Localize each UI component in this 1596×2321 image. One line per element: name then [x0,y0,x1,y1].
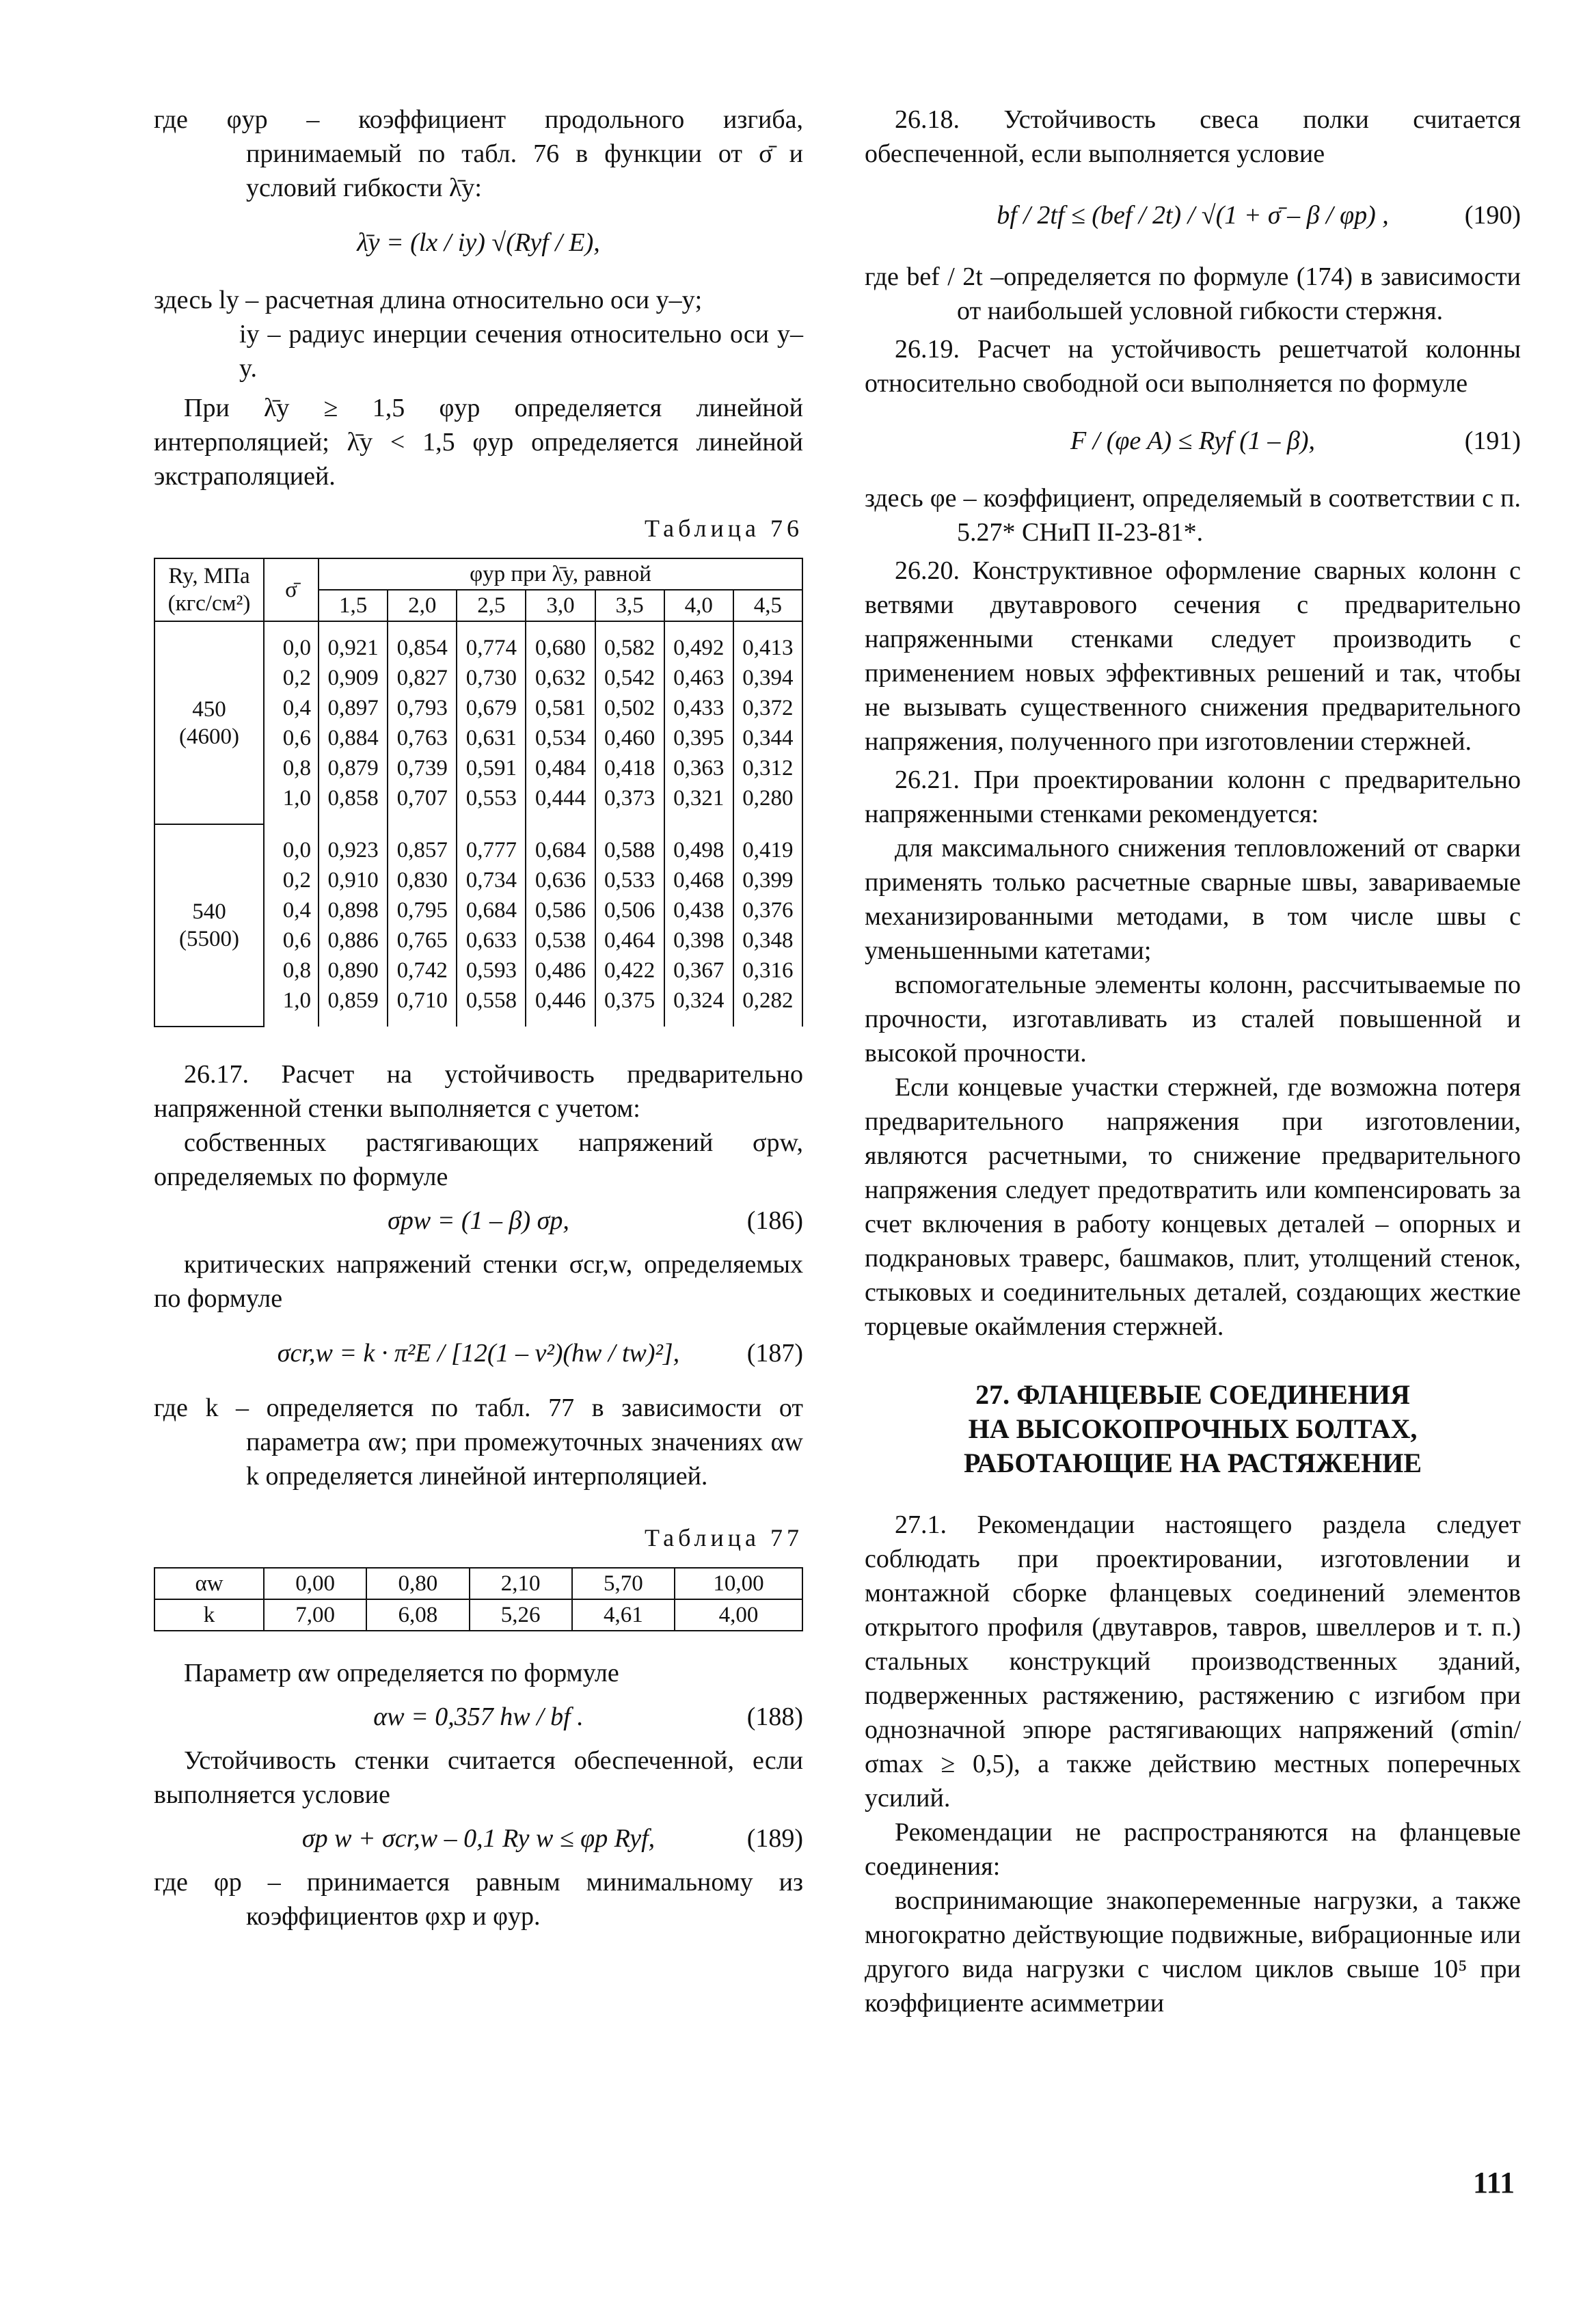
table76-value-cell: 0,321 [664,783,733,824]
table76-group-header: φyp при λ̄y, равной [319,558,802,590]
para-26-20: 26.20. Конструктивное оформление сварных колонн с ветвями двутаврового сечения с предварительно напряженными стенками следует производить с применением новых эффективных решений и так, чтобы не вызывать существенного снижения предварительного напряжения, полученного при изготовлении стержней. [865,556,1521,756]
table76-value-cell: 0,830 [388,865,457,895]
table77-alpha-label: αw [154,1568,264,1599]
table76-value-cell: 0,763 [388,723,457,753]
table76-value-cell: 0,438 [664,895,733,925]
definition-l: здесь ly – расчетная длина относительно оси y–y; [154,286,703,314]
table76-value-cell: 0,739 [388,753,457,783]
table76-value-cell: 0,707 [388,783,457,824]
table76-sigma-cell: 0,4 [264,895,319,925]
table76-caption: Таблица 76 [645,515,803,542]
table76-sigma-cell: 0,2 [264,663,319,693]
table76-value-cell: 0,282 [733,986,802,1027]
table77-alpha-cell: 2,10 [470,1568,572,1599]
table76-value-cell: 0,375 [595,986,664,1027]
table76-value-cell: 0,710 [388,986,457,1027]
table76-value-cell: 0,633 [457,925,526,955]
table77-caption: Таблица 77 [645,1524,803,1551]
table76-lambda-header: 2,5 [457,590,526,621]
right-column [865,103,1521,2020]
table76-value-cell: 0,897 [319,693,388,723]
table76-sigma-cell: 1,0 [264,986,319,1027]
table76-value-cell: 0,553 [457,783,526,824]
para-26-17: 26.17. Расчет на устойчивость предварительно напряженной стенки выполняется с учетом: [154,1060,803,1123]
table76-value-cell: 0,591 [457,753,526,783]
table76-sigma-cell: 0,6 [264,723,319,753]
table76-value-cell: 0,921 [319,621,388,663]
table76-row [154,824,802,865]
table76-sigma-cell: 0,8 [264,753,319,783]
table76-value-cell: 0,367 [664,955,733,986]
table76-value-cell: 0,399 [733,865,802,895]
table76-value-cell: 0,498 [664,824,733,865]
table76-value-cell: 0,879 [319,753,388,783]
table76-sigma-cell: 0,0 [264,824,319,865]
definition-i: iy – радиус инерции сечения относительно оси y–y. [239,320,803,383]
table76-value-cell: 0,542 [595,663,664,693]
table76-value-cell: 0,344 [733,723,802,753]
table76-value-cell: 0,533 [595,865,664,895]
formula-190-body: bf / 2tf ≤ (bef / 2t) / √(1 + σ̄ – β / φp) , [997,201,1389,230]
table77-alpha-cell: 0,80 [366,1568,469,1599]
table76-value-cell: 0,777 [457,824,526,865]
table76-row [154,621,802,663]
formula-188-body: αw = 0,357 hw / bf . [373,1702,584,1731]
table76-value-cell: 0,446 [526,986,595,1027]
table76-value-cell: 0,502 [595,693,664,723]
formula-190 [865,198,1521,232]
table76-sigma-cell: 0,4 [264,693,319,723]
table77-alpha-cell: 5,70 [572,1568,675,1599]
table76-value-cell: 0,433 [664,693,733,723]
table76-value-cell: 0,558 [457,986,526,1027]
table76-value-cell: 0,632 [526,663,595,693]
table76-value-cell: 0,413 [733,621,802,663]
lambda-formula: λ̄y = (lx / iy) √(Ryf / E), [357,228,600,257]
table76-value-cell: 0,586 [526,895,595,925]
table76-lambda-header: 1,5 [319,590,388,621]
formula-191-body: F / (φe A) ≤ Ryf (1 – β), [1070,426,1316,455]
bef-definition: где bef / 2t –определяется по формуле (174) в зависимости от наибольшей условной гибкости стержня. [865,262,1521,325]
table76-value-cell: 0,395 [664,723,733,753]
para-26-21-a: для максимального снижения тепловложений от сварки применять только расчетные сварные швы, завариваемые механизированными методами, в том числе швы с уменьшенными катетами; [865,834,1521,965]
table76-value-cell: 0,631 [457,723,526,753]
table76-value-cell: 0,858 [319,783,388,824]
table76-value-cell: 0,827 [388,663,457,693]
table76-sigma-cell: 0,0 [264,621,319,663]
table76-value-cell: 0,581 [526,693,595,723]
table76-lambda-header: 2,0 [388,590,457,621]
para-26-21: 26.21. При проектировании колонн с предварительно напряженными стенками рекомендуется: [865,765,1521,828]
table76-value-cell: 0,484 [526,753,595,783]
formula-189 [154,1821,803,1856]
table76-value-cell: 0,460 [595,723,664,753]
section-27-heading-line3: РАБОТАЮЩИЕ НА РАСТЯЖЕНИЕ [963,1448,1422,1478]
table76-sigma-cell: 1,0 [264,783,319,824]
para-26-21-b: вспомогательные элементы колонн, рассчитываемые по прочности, изготавливать из сталей повышенной и высокой прочности. [865,971,1521,1068]
table76-value-cell: 0,886 [319,925,388,955]
table76-value-cell: 0,419 [733,824,802,865]
table76-ry-cell [154,824,264,1027]
table76-value-cell: 0,636 [526,865,595,895]
table76-value-cell: 0,890 [319,955,388,986]
table76-lambda-header: 4,5 [733,590,802,621]
table76-value-cell: 0,538 [526,925,595,955]
table76-ry-kgs: (5500) [179,927,239,951]
formula-189-number: (189) [746,1824,803,1853]
table76-value-cell: 0,394 [733,663,802,693]
section-27-heading-line1: 27. ФЛАНЦЕВЫЕ СОЕДИНЕНИЯ [975,1379,1410,1410]
table76-value-cell: 0,316 [733,955,802,986]
table76-value-cell: 0,324 [664,986,733,1027]
table76-value-cell: 0,857 [388,824,457,865]
table77-alpha-cell: 0,00 [264,1568,366,1599]
table76-value-cell: 0,909 [319,663,388,693]
table76-value-cell: 0,464 [595,925,664,955]
formula-191-number: (191) [1464,426,1521,455]
table76-value-cell: 0,486 [526,955,595,986]
table76-ry-header: Ry, МПа (кгс/см²) [154,558,264,621]
formula-188-number: (188) [746,1702,803,1731]
formula-187 [154,1336,803,1370]
table76-value-cell: 0,742 [388,955,457,986]
table76-ry-kgs: (4600) [179,724,239,749]
table76-value-cell: 0,363 [664,753,733,783]
table76-sigma-cell: 0,8 [264,955,319,986]
table76-value-cell: 0,468 [664,865,733,895]
phie-definition: здесь φe – коэффициент, определяемый в соответствии с п. 5.27* СНиП II-23-81*. [865,484,1521,547]
table76-sigma-header: σ̄ [264,558,319,621]
table76-value-cell: 0,854 [388,621,457,663]
table77-k-cell: 5,26 [470,1599,572,1631]
page-number: 111 [1473,2166,1515,2199]
table76-value-cell: 0,910 [319,865,388,895]
table76-value-cell: 0,422 [595,955,664,986]
para-26-21-c: Если концевые участки стержней, где возможна потеря предварительного напряжения при изготовлении, являются расчетными, то снижение предварительного напряжения следует предотвратить или компенсировать за счет включения в работу концевых деталей – опорных и подкрановых траверс, башмаков, плит, утолщений стенок, стыковых и соединительных деталей, создающих жесткие торцевые окаймления стержней. [865,1073,1521,1341]
table76-value-cell: 0,348 [733,925,802,955]
formula-188 [154,1700,803,1734]
table76-value-cell: 0,898 [319,895,388,925]
table76-value-cell: 0,859 [319,986,388,1027]
table76-value-cell: 0,398 [664,925,733,955]
k-definition: где k – определяется по табл. 77 в зависимости от параметра αw; при промежуточных значениях αw k определяется линейной интерполяцией. [154,1394,803,1491]
table77-k-cell: 4,61 [572,1599,675,1631]
table76-lambda-header: 3,5 [595,590,664,621]
table-76 [154,558,803,1027]
phi-definition: где φp – принимается равным минимальному из коэффициентов φxp и φyp. [154,1868,803,1931]
table76-value-cell: 0,795 [388,895,457,925]
section-27-heading-line2: НА ВЫСОКОПРОЧНЫХ БОЛТАХ, [968,1413,1418,1444]
table77-k-label: k [154,1599,264,1631]
table77-k-cell: 7,00 [264,1599,366,1631]
formula-191 [865,424,1521,458]
table76-value-cell: 0,680 [526,621,595,663]
section-27-heading [865,1378,1521,1480]
formula-187-body: σcr,w = k · π²E / [12(1 – ν²)(hw / tw)²], [277,1339,680,1368]
table76-value-cell: 0,444 [526,783,595,824]
para-26-17-c: критических напряжений стенки σcr,w, определяемых по формуле [154,1250,803,1313]
para-26-17-b: собственных растягивающих напряжений σpw, определяемых по формуле [154,1128,803,1191]
left-column [154,103,803,1933]
table76-value-cell: 0,492 [664,621,733,663]
table77-alpha-cell: 10,00 [675,1568,802,1599]
intro-paragraph: где φyp – коэффициент продольного изгиба, принимаемый по табл. 76 в функции от σ̄ и условий гибкости λ̄y: [154,105,803,202]
table76-value-cell: 0,593 [457,955,526,986]
table76-value-cell: 0,506 [595,895,664,925]
table76-value-cell: 0,582 [595,621,664,663]
para-27-1-c: воспринимающие знакопеременные нагрузки, а также многократно действующие подвижные, вибрационные или другого вида нагрузки с числом циклов свыше 10⁵ при коэффициенте асимметрии [865,1886,1521,2018]
table76-lambda-header: 3,0 [526,590,595,621]
table76-value-cell: 0,774 [457,621,526,663]
table76-value-cell: 0,684 [457,895,526,925]
formula-186 [154,1204,803,1238]
table76-ry-cell [154,621,264,824]
formula-189-body: σp w + σcr,w – 0,1 Ry w ≤ φp Ryf, [301,1824,655,1853]
table76-value-cell: 0,280 [733,783,802,824]
para-26-19: 26.19. Расчет на устойчивость решетчатой колонны относительно свободной оси выполняется по формуле [865,335,1521,398]
formula-187-number: (187) [746,1339,803,1368]
table-77 [154,1567,803,1631]
table76-value-cell: 0,588 [595,824,664,865]
interpolation-note: При λ̄y ≥ 1,5 φyp определяется линейной интерполяцией; λ̄y < 1,5 φyp определяется линейной экстраполяцией. [154,394,803,491]
table76-sigma-cell: 0,2 [264,865,319,895]
table76-ry-value: 540 [192,899,226,924]
table76-value-cell: 0,372 [733,693,802,723]
table76-ry-value: 450 [192,696,226,722]
table76-value-cell: 0,684 [526,824,595,865]
table76-value-cell: 0,679 [457,693,526,723]
table77-k-cell: 4,00 [675,1599,802,1631]
table76-value-cell: 0,793 [388,693,457,723]
table76-value-cell: 0,884 [319,723,388,753]
table76-value-cell: 0,534 [526,723,595,753]
table76-value-cell: 0,376 [733,895,802,925]
table76-value-cell: 0,418 [595,753,664,783]
table76-value-cell: 0,923 [319,824,388,865]
alpha-intro: Параметр αw определяется по формуле [184,1659,619,1687]
para-27-1: 27.1. Рекомендации настоящего раздела следует соблюдать при проектировании, изготовлении и монтажной сборке фланцевых соединений элементов открытого профиля (двутавров, тавров, швеллеров и т. п.) стальных конструкций производственных зданий, подверженных растяжению, растяжению с изгибом при однозначной эпюре растягивающих напряжений (σmin/σmax ≥ 0,5), а также действию местных поперечных усилий. [865,1510,1521,1813]
table76-lambda-header: 4,0 [664,590,733,621]
table76-value-cell: 0,373 [595,783,664,824]
table76-value-cell: 0,463 [664,663,733,693]
table77-k-cell: 6,08 [366,1599,469,1631]
table76-value-cell: 0,312 [733,753,802,783]
table76-sigma-cell: 0,6 [264,925,319,955]
formula-186-body: σpw = (1 – β) σp, [388,1206,569,1235]
table76-value-cell: 0,730 [457,663,526,693]
stability-condition: Устойчивость стенки считается обеспеченной, если выполняется условие [154,1746,803,1809]
table76-value-cell: 0,765 [388,925,457,955]
table76-value-cell: 0,734 [457,865,526,895]
formula-190-number: (190) [1464,201,1521,230]
formula-186-number: (186) [746,1206,803,1235]
para-27-1-b: Рекомендации не распространяются на фланцевые соединения: [865,1818,1521,1881]
para-26-18: 26.18. Устойчивость свеса полки считается обеспеченной, если выполняется условие [865,105,1521,168]
